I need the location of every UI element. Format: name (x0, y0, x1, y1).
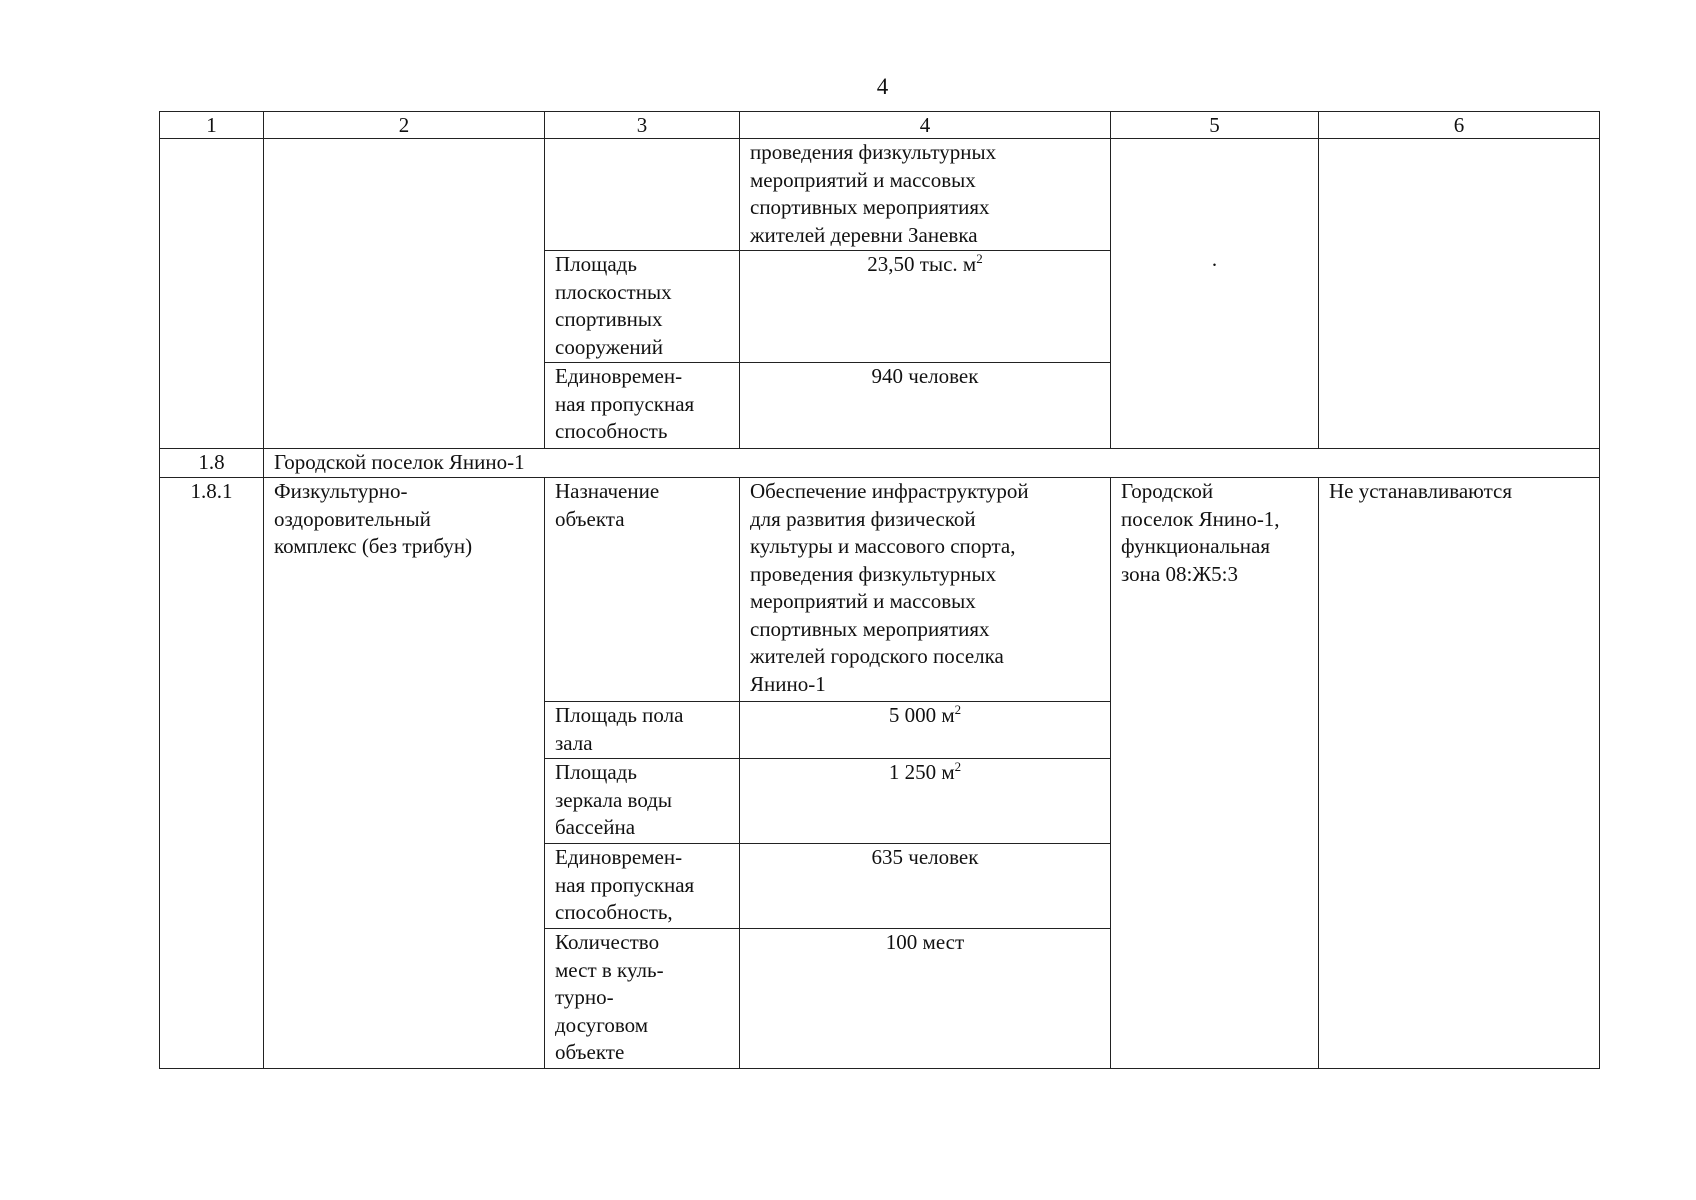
document-table (159, 111, 1600, 1069)
table-row (160, 139, 1600, 251)
text-line: зала (555, 730, 593, 755)
object-capacity-label-cell (545, 844, 740, 929)
continuation-name-cell (264, 139, 545, 449)
mark-dot: . (1211, 247, 1218, 271)
text-line: спортивных мероприятиях (750, 616, 990, 641)
seats-value-cell: 100 мест (740, 929, 1111, 1069)
text-line: бассейна (555, 815, 636, 839)
table-row (160, 478, 1600, 702)
text-line: Физкультурно- (274, 479, 408, 503)
text-line: способность, (555, 900, 673, 924)
continuation-location-cell (1111, 139, 1319, 449)
text-line: оздоровительный (274, 506, 431, 531)
text-line: Площадь (555, 760, 637, 784)
unit-superscript: 2 (954, 702, 962, 717)
column-header-1: 1 (160, 112, 264, 139)
page-number: 4 (876, 74, 889, 99)
text-line: Обеспечение инфраструктурой (750, 479, 1029, 503)
text-line: для развития физической (750, 506, 976, 531)
flat-area-label-cell (545, 251, 740, 363)
column-header-5: 5 (1111, 112, 1319, 139)
text-line: зона 08:Ж5:3 (1121, 561, 1238, 586)
text-line: Городской (1121, 479, 1214, 503)
text-line: проведения физкультурных (750, 140, 997, 164)
text-line: Назначение (555, 479, 660, 503)
pool-area-value: 1 250 м (888, 760, 955, 784)
column-header-3: 3 (545, 112, 740, 139)
text-line: ная пропускная (555, 391, 695, 416)
flat-area-value: 23,50 тыс. м (867, 252, 977, 276)
text-line: Единовремен- (555, 845, 683, 869)
pool-area-value-cell (740, 759, 1111, 844)
unit-superscript: 2 (976, 251, 983, 266)
text-line: способность (555, 419, 668, 443)
text-line: объекта (555, 506, 625, 531)
continuation-zones-cell (1319, 139, 1600, 449)
column-header-6: 6 (1319, 112, 1600, 139)
text-line: плоскостных (555, 279, 672, 304)
continuation-number-cell (160, 139, 264, 449)
capacity-label-cell (545, 363, 740, 449)
text-line: проведения физкультурных (750, 561, 997, 586)
continuation-purpose-cell (740, 139, 1111, 251)
text-line: мероприятий и массовых (750, 589, 976, 613)
section-number: 1.8 (160, 449, 264, 478)
column-header-2: 2 (264, 112, 545, 139)
column-header-4: 4 (740, 112, 1111, 139)
object-capacity-value-cell: 635 человек (740, 844, 1111, 929)
text-line: объекте (555, 1040, 625, 1064)
table-header-row (160, 112, 1600, 139)
pool-area-label-cell (545, 759, 740, 844)
text-line: спортивных мероприятиях (750, 195, 990, 219)
text-line: досуговом (555, 1012, 649, 1037)
flat-area-value-cell (740, 251, 1111, 363)
floor-area-value-cell (740, 702, 1111, 759)
continuation-purpose-label-cell (545, 139, 740, 251)
capacity-value-cell: 940 человек (740, 363, 1111, 449)
floor-area-label-cell (545, 702, 740, 759)
text-line: ная пропускная (555, 872, 695, 897)
text-line: Единовремен- (555, 364, 683, 388)
section-title: Городской поселок Янино-1 (264, 449, 1600, 478)
seats-label-cell (545, 929, 740, 1069)
text-line: комплекс (без трибун) (274, 534, 473, 558)
text-line: поселок Янино-1, (1121, 506, 1280, 531)
zones-cell: Не устанавливаются (1319, 478, 1600, 1069)
purpose-cell (740, 478, 1111, 702)
text-line: турно- (555, 985, 614, 1009)
text-line: спортивных (555, 307, 663, 331)
section-row (160, 449, 1600, 478)
floor-area-value: 5 000 м (888, 703, 955, 727)
object-number: 1.8.1 (160, 478, 264, 1069)
text-line: мероприятий и массовых (750, 167, 976, 192)
object-name-cell (264, 478, 545, 1069)
text-line: мест в куль- (555, 957, 664, 982)
location-cell (1111, 478, 1319, 1069)
text-line: жителей городского поселка (750, 644, 1004, 668)
text-line: культуры и массового спорта, (750, 534, 1016, 558)
text-line: Количество (555, 930, 660, 954)
text-line: Площадь (555, 252, 637, 276)
text-line: жителей деревни Заневка (750, 222, 978, 247)
purpose-label-cell (545, 478, 740, 702)
text-line: сооружений (555, 334, 664, 359)
text-line: Площадь пола (555, 703, 684, 727)
text-line: функциональная (1121, 534, 1271, 558)
text-line: зеркала воды (555, 787, 673, 812)
unit-superscript: 2 (954, 759, 962, 774)
text-line: Янино-1 (750, 671, 826, 696)
